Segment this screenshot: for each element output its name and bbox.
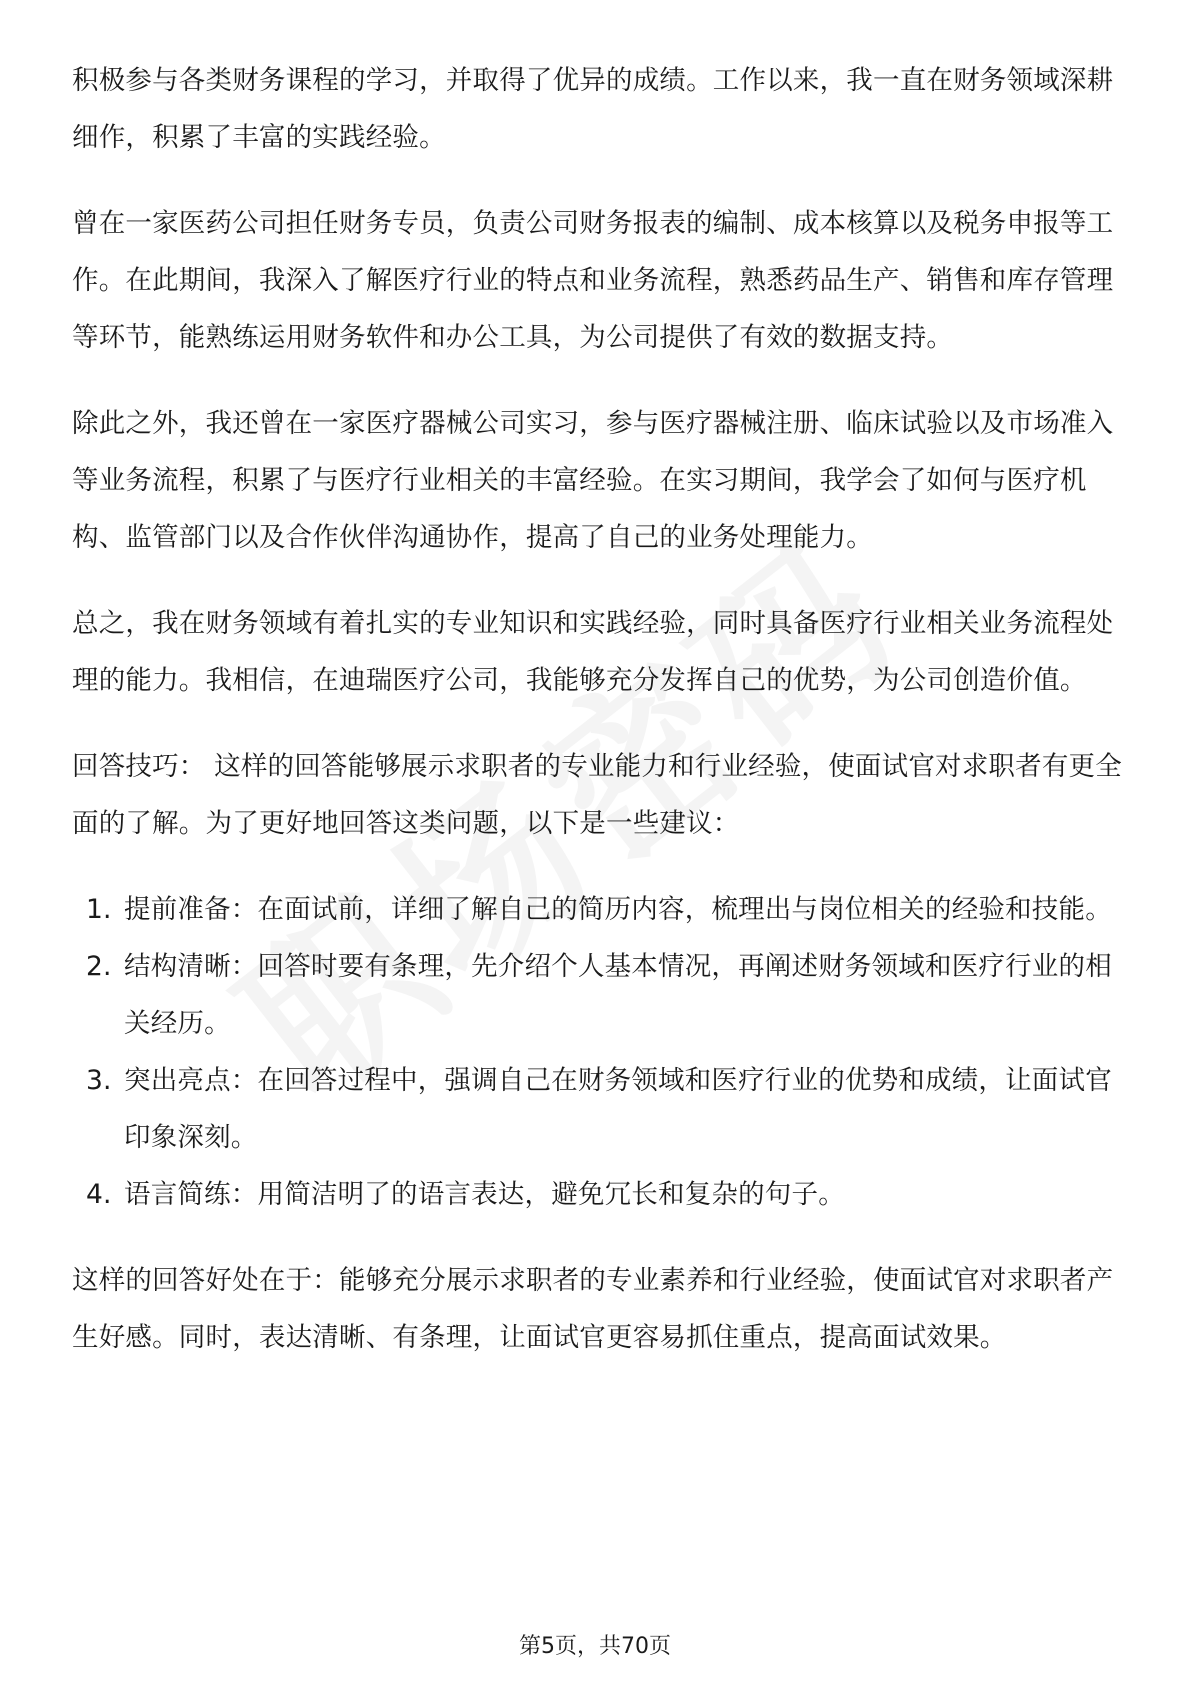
list-item [72, 881, 1122, 938]
list-item-number: 1. [86, 894, 112, 925]
paragraph-closing: 这样的回答好处在于：能够充分展示求职者的专业素养和行业经验，使面试官对求职者产生好感。同时，表达清晰、有条理，让面试官更容易抓住重点，提高面试效果。 [72, 1265, 1114, 1353]
list-item-number: 4. [86, 1179, 112, 1210]
list-item-text: 提前准备：在面试前，详细了解自己的简历内容，梳理出与岗位相关的经验和技能。 [124, 894, 1112, 925]
paragraph-pharma-experience: 曾在一家医药公司担任财务专员，负责公司财务报表的编制、成本核算以及税务申报等工作。在此期间，我深入了解医疗行业的特点和业务流程，熟悉药品生产、销售和库存管理等环节，能熟练运用财务软件和办公工具，为公司提供了有效的数据支持。 [72, 208, 1114, 353]
list-item-number: 2. [86, 951, 112, 982]
list-item [72, 1166, 1122, 1223]
list-item-text: 突出亮点：在回答过程中，强调自己在财务领域和医疗行业的优势和成绩，让面试官印象深刻。 [124, 1065, 1112, 1153]
paragraph-summary: 总之，我在财务领域有着扎实的专业知识和实践经验，同时具备医疗行业相关业务流程处理的能力。我相信，在迪瑞医疗公司，我能够充分发挥自己的优势，为公司创造价值。 [72, 608, 1114, 696]
list-item-text: 语言简练：用简洁明了的语言表达，避免冗长和复杂的句子。 [124, 1179, 845, 1210]
list-item [72, 938, 1122, 1052]
paragraph-device-internship: 除此之外，我还曾在一家医疗器械公司实习，参与医疗器械注册、临床试验以及市场准入等业务流程，积累了与医疗行业相关的丰富经验。在实习期间，我学会了如何与医疗机构、监管部门以及合作伙伴沟通协作，提高了自己的业务处理能力。 [72, 408, 1114, 553]
list-item [72, 1052, 1122, 1166]
paragraph-study: 积极参与各类财务课程的学习，并取得了优异的成绩。工作以来，我一直在财务领域深耕细作，积累了丰富的实践经验。 [72, 65, 1114, 153]
document-body [72, 52, 1122, 1395]
list-item-text: 结构清晰：回答时要有条理，先介绍个人基本情况，再阐述财务领域和医疗行业的相关经历。 [124, 951, 1112, 1039]
list-item-number: 3. [86, 1065, 112, 1096]
tips-list [72, 881, 1122, 1223]
page-number-footer: 第5页，共70页 [519, 1634, 671, 1659]
paragraph-answer-tips: 回答技巧： 这样的回答能够展示求职者的专业能力和行业经验，使面试官对求职者有更全面的了解。为了更好地回答这类问题，以下是一些建议： [72, 751, 1122, 839]
